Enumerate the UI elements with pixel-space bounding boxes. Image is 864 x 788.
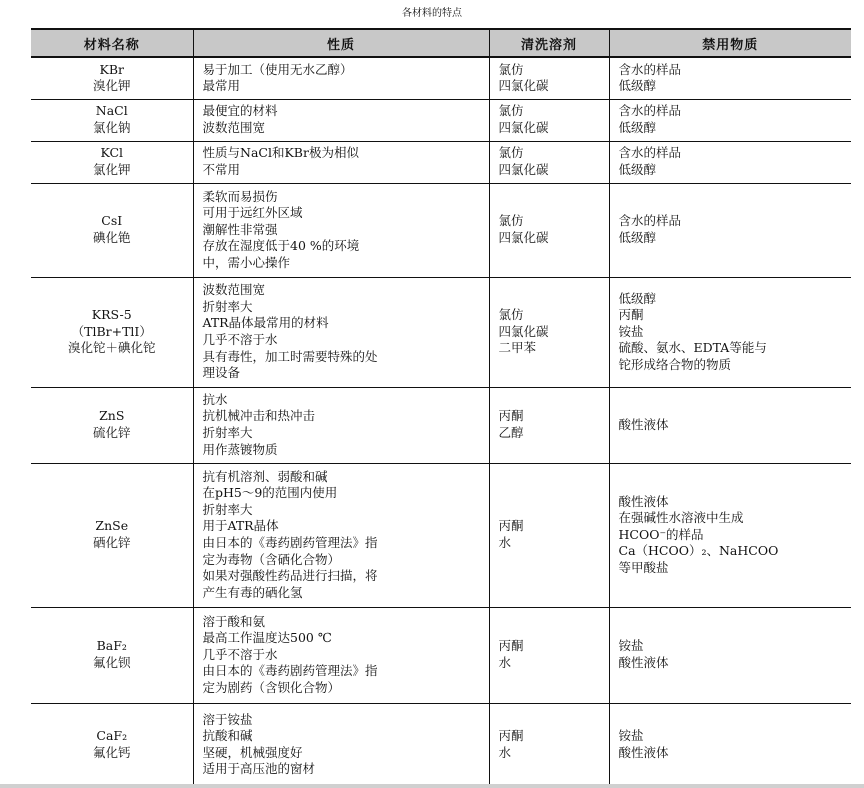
material-cell (31, 463, 193, 607)
cell-line: 氯化钾 (92, 162, 131, 177)
cell-line: 坚硬，机械强度好 (202, 744, 303, 760)
cell-line: 在pH5～9的范围内使用 (202, 485, 338, 501)
cell-line: 由日本的《毒药剧药管理法》指 (202, 663, 378, 679)
cell-line: 低级醇 (618, 230, 657, 245)
cell-line: 铵盐 (618, 638, 644, 654)
cell-line: 定为毒物（含硒化合物） (202, 551, 341, 567)
cell-line: Ca（HCOO）₂、NaHCOO (618, 543, 779, 559)
cell-line: 铊形成络合物的物质 (618, 356, 732, 372)
cell-line: 低级醇 (618, 78, 657, 94)
cell-line: 氯仿 (498, 103, 524, 119)
cell-line: 易于加工（使用无水乙醇） (202, 61, 353, 77)
cell-line: 硫化锌 (92, 425, 131, 440)
cell-line: 抗酸和碱 (202, 728, 253, 744)
cell-line: ZnS (99, 408, 125, 424)
cell-line: 在强碱性水溶液中生成 (618, 510, 744, 526)
solvents-cell (489, 463, 609, 607)
cell-line: 等甲酸盐 (618, 559, 669, 575)
cell-line: NaCl (95, 103, 128, 119)
solvents-cell (489, 607, 609, 703)
cell-line: 丙酮 (498, 728, 524, 744)
cell-line: HCOO⁻的样品 (618, 526, 704, 542)
cell-line: 丙酮 (498, 408, 524, 424)
properties-cell (193, 99, 489, 141)
cell-line: 四氯化碳 (498, 230, 549, 245)
table-row (31, 387, 851, 463)
cell-line: 含水的样品 (618, 213, 682, 229)
cell-line: 氯化钠 (92, 120, 131, 135)
cell-line: 硫酸、氨水、EDTA等能与 (618, 340, 767, 356)
properties-cell (193, 183, 489, 277)
cell-line: 酸性液体 (618, 416, 669, 432)
properties-cell (193, 703, 489, 787)
solvents-cell (489, 57, 609, 99)
cell-line: 丙酮 (618, 307, 644, 323)
cell-line: CsI (101, 213, 123, 229)
cell-line: 波数范围宽 (202, 282, 266, 298)
cell-line: 折射率大 (202, 425, 253, 440)
cell-line: 含水的样品 (618, 61, 682, 77)
solvents-cell (489, 703, 609, 787)
table-row (31, 703, 851, 787)
table-row (31, 607, 851, 703)
cell-line: 溴化铊＋碘化铊 (67, 340, 156, 356)
cell-line: 用于ATR晶体 (202, 518, 279, 534)
cell-line: BaF₂ (96, 638, 127, 654)
solvents-cell (489, 183, 609, 277)
cell-line: 适用于高压池的窗材 (202, 761, 316, 777)
cell-line: 如果对强酸性药品进行扫描，将 (202, 568, 378, 584)
cell-line: 用作蒸镀物质 (202, 441, 278, 457)
material-cell (31, 277, 193, 387)
solvents-cell (489, 277, 609, 387)
material-cell (31, 57, 193, 99)
cell-line: KRS-5 (91, 307, 132, 323)
solvents-cell (489, 387, 609, 463)
cell-line: 氯仿 (498, 61, 524, 77)
material-cell (31, 607, 193, 703)
properties-cell (193, 277, 489, 387)
table-row (31, 183, 851, 277)
forbidden-cell (609, 607, 851, 703)
cell-line: 潮解性非常强 (202, 221, 278, 237)
cell-line: 氟化钡 (92, 655, 131, 670)
material-cell (31, 387, 193, 463)
table-row (31, 99, 851, 141)
cell-line: 铵盐 (618, 728, 644, 744)
cell-line: 水 (498, 535, 512, 550)
bottom-edge (0, 784, 864, 788)
cell-line: 氯仿 (498, 145, 524, 161)
header-properties: 性质 (193, 29, 489, 57)
forbidden-cell (609, 703, 851, 787)
material-cell (31, 183, 193, 277)
cell-line: 可用于远红外区域 (202, 205, 303, 221)
cell-line: ATR晶体最常用的材料 (202, 315, 329, 331)
cell-line: 溴化钾 (92, 78, 131, 94)
cell-line: CaF₂ (96, 728, 128, 744)
table-row (31, 463, 851, 607)
cell-line: 硒化锌 (92, 535, 131, 550)
header-material: 材料名称 (31, 29, 193, 57)
header-forbidden: 禁用物质 (609, 29, 851, 57)
cell-line: 产生有毒的硒化氢 (202, 584, 303, 600)
cell-line: 低级醇 (618, 290, 657, 306)
cell-line: 酸性液体 (618, 655, 669, 670)
cell-line: 定为剧药（含钡化合物） (202, 679, 341, 695)
cell-line: 四氯化碳 (498, 162, 549, 177)
cell-line: 几乎不溶于水 (202, 332, 278, 347)
cell-line: 存放在湿度低于40 %的环境 (202, 238, 360, 254)
cell-line: ZnSe (95, 518, 129, 534)
forbidden-cell (609, 141, 851, 183)
cell-line: 抗有机溶剂、弱酸和碱 (202, 468, 328, 484)
cell-line: 丙酮 (498, 518, 524, 534)
forbidden-cell (609, 463, 851, 607)
cell-line: 溶于酸和氨 (202, 613, 266, 629)
cell-line: 抗水 (202, 391, 228, 407)
table-body (31, 57, 851, 787)
forbidden-cell (609, 99, 851, 141)
forbidden-cell (609, 57, 851, 99)
cell-line: KBr (99, 61, 124, 77)
cell-line: KCl (100, 145, 124, 161)
cell-line: 不常用 (202, 162, 241, 177)
cell-line: 四氯化碳 (498, 323, 549, 339)
material-cell (31, 141, 193, 183)
cell-line: 波数范围宽 (202, 120, 266, 135)
solvents-cell (489, 99, 609, 141)
cell-line: 折射率大 (202, 501, 253, 517)
cell-line: 由日本的《毒药剧药管理法》指 (202, 535, 378, 550)
cell-line: 最高工作温度达500 ℃ (202, 630, 332, 646)
forbidden-cell (609, 387, 851, 463)
cell-line: 抗机械冲击和热冲击 (202, 408, 316, 424)
cell-line: 四氯化碳 (498, 120, 549, 135)
material-cell (31, 703, 193, 787)
properties-cell (193, 463, 489, 607)
properties-cell (193, 141, 489, 183)
cell-line: 含水的样品 (618, 145, 682, 161)
cell-line: 酸性液体 (618, 493, 669, 509)
cell-line: 二甲苯 (498, 340, 537, 356)
cell-line: 水 (498, 744, 512, 760)
cell-line: 柔软而易损伤 (202, 188, 278, 204)
cell-line: （TlBr+TlI） (71, 323, 152, 339)
cell-line: 中，需小心操作 (202, 254, 291, 270)
materials-table (31, 28, 851, 788)
cell-line: 最便宜的材料 (202, 103, 278, 119)
forbidden-cell (609, 277, 851, 387)
cell-line: 氯仿 (498, 307, 524, 323)
cell-line: 酸性液体 (618, 744, 669, 760)
cell-line: 几乎不溶于水 (202, 646, 278, 662)
cell-line: 四氯化碳 (498, 78, 549, 94)
cell-line: 最常用 (202, 78, 241, 94)
properties-cell (193, 57, 489, 99)
cell-line: 性质与NaCl和KBr极为相似 (202, 145, 359, 161)
table-row (31, 277, 851, 387)
forbidden-cell (609, 183, 851, 277)
cell-line: 丙酮 (498, 638, 524, 654)
cell-line: 含水的样品 (618, 103, 682, 119)
header-row (31, 29, 851, 57)
cell-line: 铵盐 (618, 323, 644, 339)
cell-line: 乙醇 (498, 425, 524, 440)
properties-cell (193, 387, 489, 463)
cell-line: 碘化铯 (92, 230, 131, 245)
properties-cell (193, 607, 489, 703)
cell-line: 低级醇 (618, 162, 657, 177)
cell-line: 具有毒性，加工时需要特殊的处 (202, 348, 378, 364)
solvents-cell (489, 141, 609, 183)
cell-line: 溶于铵盐 (202, 711, 253, 727)
table-row (31, 141, 851, 183)
cell-line: 水 (498, 655, 512, 670)
material-cell (31, 99, 193, 141)
cell-line: 氯仿 (498, 213, 524, 229)
cell-line: 折射率大 (202, 298, 253, 314)
cell-line: 低级醇 (618, 120, 657, 135)
cell-line: 氟化钙 (92, 744, 131, 760)
table-caption: 各材料的特点 (402, 8, 462, 19)
header-solvents: 清洗溶剂 (489, 29, 609, 57)
table-row (31, 57, 851, 99)
cell-line: 理设备 (202, 365, 241, 381)
